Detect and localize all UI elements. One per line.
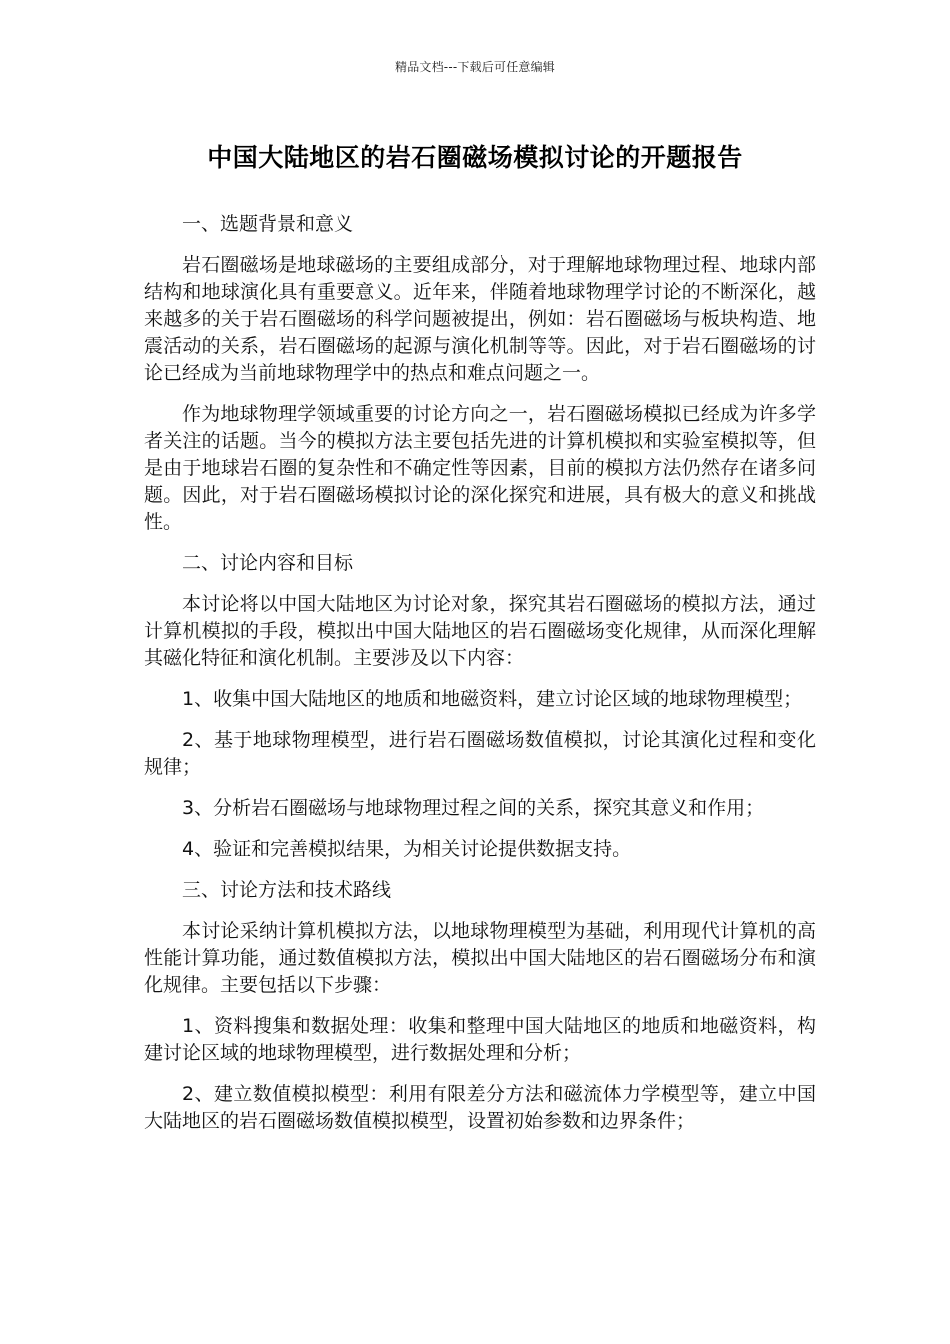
paragraph-4: 本讨论采纳计算机模拟方法，以地球物理模型为基础，利用现代计算机的高性能计算功能，通过数值模拟方法，模拟出中国大陆地区的岩石圈磁场分布和演化规律。主要包括以下步骤： xyxy=(144,920,816,996)
section-heading-2: 二、讨论内容和目标 xyxy=(182,552,354,574)
list-item-2: 2、基于地球物理模型，进行岩石圈磁场数值模拟，讨论其演化过程和变化规律； xyxy=(144,729,816,778)
document-body xyxy=(144,211,816,1149)
paragraph-3: 本讨论将以中国大陆地区为讨论对象，探究其岩石圈磁场的模拟方法，通过计算机模拟的手段，模拟出中国大陆地区的岩石圈磁场变化规律，从而深化理解其磁化特征和演化机制。主要涉及以下内容： xyxy=(144,593,816,669)
paragraph-2: 作为地球物理学领域重要的讨论方向之一，岩石圈磁场模拟已经成为许多学者关注的话题。当今的模拟方法主要包括先进的计算机模拟和实验室模拟等，但是由于地球岩石圈的复杂性和不确定性等因素，目前的模拟方法仍然存在诸多问题。因此，对于岩石圈磁场模拟讨论的深化探究和进展，具有极大的意义和挑战性。 xyxy=(144,403,816,533)
list-item-1: 1、收集中国大陆地区的地质和地磁资料，建立讨论区域的地球物理模型； xyxy=(182,688,803,710)
section-heading-1: 一、选题背景和意义 xyxy=(182,213,354,235)
paragraph-1: 岩石圈磁场是地球磁场的主要组成部分，对于理解地球物理过程、地球内部结构和地球演化具有重要意义。近年来，伴随着地球物理学讨论的不断深化，越来越多的关于岩石圈磁场的科学问题被提出，例如：岩石圈磁场与板块构造、地震活动的关系，岩石圈磁场的起源与演化机制等等。因此，对于岩石圈磁场的讨论已经成为当前地球物理学中的热点和难点问题之一。 xyxy=(144,254,816,384)
step-item-1: 1、资料搜集和数据处理：收集和整理中国大陆地区的地质和地磁资料，构建讨论区域的地球物理模型，进行数据处理和分析； xyxy=(144,1015,816,1064)
document-title: 中国大陆地区的岩石圈磁场模拟讨论的开题报告 xyxy=(207,143,743,172)
step-item-2: 2、建立数值模拟模型：利用有限差分方法和磁流体力学模型等，建立中国大陆地区的岩石圈磁场数值模拟模型，设置初始参数和边界条件； xyxy=(144,1083,816,1132)
list-item-4: 4、验证和完善模拟结果，为相关讨论提供数据支持。 xyxy=(182,838,632,860)
header-note: 精品文档---下载后可任意编辑 xyxy=(395,60,555,74)
section-heading-3: 三、讨论方法和技术路线 xyxy=(182,879,392,901)
list-item-3: 3、分析岩石圈磁场与地球物理过程之间的关系，探究其意义和作用； xyxy=(182,797,765,819)
